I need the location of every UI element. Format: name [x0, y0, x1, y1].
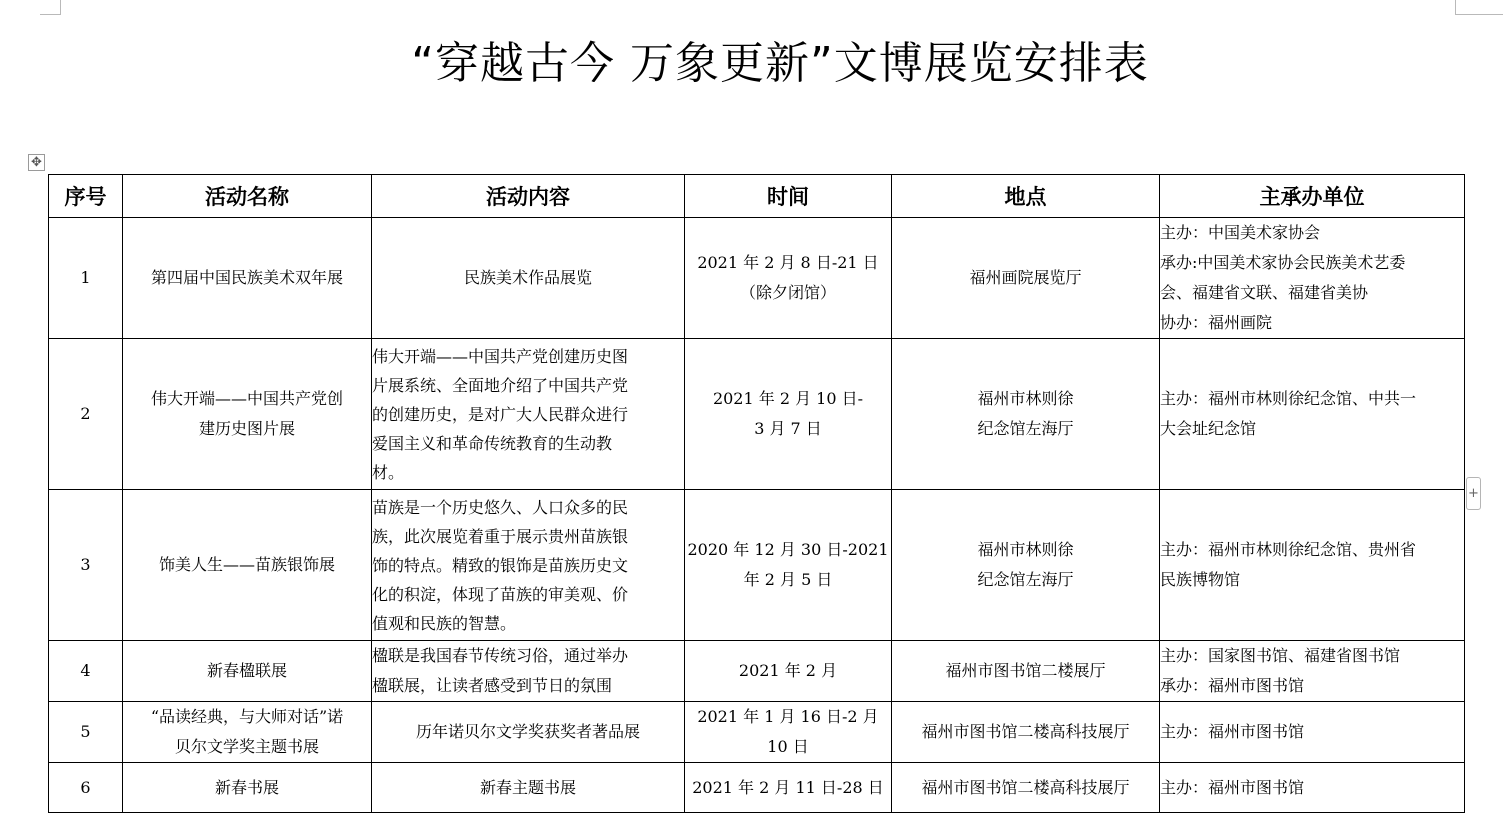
- cell-place-line: 福州市图书馆二楼高科技展厅: [921, 777, 1130, 797]
- cell-content-line: 新春主题书展: [479, 777, 576, 797]
- cell-time-line: 2021 年 2 月 8 日-21 日: [697, 253, 879, 272]
- table-row: [49, 763, 1465, 813]
- cell-content-line: 化的积淀，体现了苗族的审美观、价: [372, 584, 629, 604]
- table-row: [49, 702, 1465, 763]
- cell-time-line: 10 日: [767, 737, 809, 756]
- cell-organizer-line: 主办：福州市图书馆: [1160, 722, 1305, 741]
- cell-time-line: （除夕闭馆）: [739, 283, 836, 302]
- cell-name[interactable]: [123, 490, 372, 641]
- cell-name-line: 第四届中国民族美术双年展: [150, 268, 343, 287]
- cell-content-line: 历年诺贝尔文学奖获奖者著品展: [415, 722, 640, 741]
- crop-mark-top-left: [40, 0, 61, 15]
- cell-place[interactable]: [892, 702, 1160, 763]
- cell-time-line: 2021 年 2 月: [738, 661, 838, 680]
- cell-place[interactable]: [892, 339, 1160, 490]
- cell-organizer-line: 主办：福州市林则徐纪念馆、中共一: [1160, 389, 1417, 408]
- header-no: 序号: [49, 175, 123, 218]
- cell-place-line: 福州市林则徐: [977, 540, 1074, 559]
- cell-place[interactable]: [892, 641, 1160, 702]
- cell-name[interactable]: [123, 763, 372, 813]
- cell-organizer[interactable]: [1160, 702, 1465, 763]
- cell-no[interactable]: 3: [49, 490, 123, 641]
- add-row-icon[interactable]: +: [1466, 477, 1481, 510]
- cell-time-line: 2021 年 2 月 11 日-28 日: [692, 777, 884, 797]
- header-time: 时间: [685, 175, 892, 218]
- cell-name-line: 新春楹联展: [206, 661, 287, 680]
- cell-name-line: 建历史图片展: [198, 419, 295, 438]
- cell-content[interactable]: [372, 218, 685, 339]
- table-header-row: [49, 175, 1465, 218]
- cell-organizer-line: 民族博物馆: [1160, 570, 1241, 589]
- cell-place[interactable]: [892, 218, 1160, 339]
- cell-content-line: 的创建历史，是对广大人民群众进行: [372, 404, 629, 424]
- cell-organizer[interactable]: [1160, 641, 1465, 702]
- cell-content-line: 族，此次展览着重于展示贵州苗族银: [372, 526, 629, 546]
- cell-content-line: 值观和民族的智慧。: [372, 613, 517, 633]
- cell-time[interactable]: [685, 702, 892, 763]
- cell-organizer-line: 主办：福州市林则徐纪念馆、贵州省: [1160, 540, 1417, 559]
- crop-mark-top-right: [1455, 0, 1503, 15]
- cell-time[interactable]: [685, 339, 892, 490]
- cell-content-line: 爱国主义和革命传统教育的生动教: [372, 433, 613, 453]
- cell-content[interactable]: [372, 763, 685, 813]
- cell-place[interactable]: [892, 490, 1160, 641]
- cell-content[interactable]: [372, 641, 685, 702]
- cell-content-line: 楹联是我国春节传统习俗，通过举办: [372, 646, 629, 665]
- cell-content-line: 伟大开端——中国共产党创建历史图: [372, 346, 629, 366]
- cell-no[interactable]: 2: [49, 339, 123, 490]
- cell-time[interactable]: [685, 641, 892, 702]
- cell-organizer-line: 协办：福州画院: [1160, 313, 1273, 332]
- cell-organizer-line: 承办：福州市图书馆: [1160, 676, 1305, 695]
- cell-organizer[interactable]: [1160, 339, 1465, 490]
- cell-organizer-line: 主办：国家图书馆、福建省图书馆: [1160, 646, 1401, 665]
- cell-content[interactable]: [372, 339, 685, 490]
- header-content: 活动内容: [372, 175, 685, 218]
- cell-content-line: 苗族是一个历史悠久、人口众多的民: [372, 497, 629, 517]
- cell-organizer-line: 主办：福州市图书馆: [1160, 777, 1305, 797]
- cell-place-line: 福州市图书馆二楼展厅: [945, 661, 1106, 680]
- table-row: [49, 218, 1465, 339]
- cell-no[interactable]: 1: [49, 218, 123, 339]
- header-place: 地点: [892, 175, 1160, 218]
- table-row: [49, 641, 1465, 702]
- cell-time-line: 2021 年 2 月 10 日-: [712, 389, 864, 408]
- table-row: [49, 490, 1465, 641]
- cell-place[interactable]: [892, 763, 1160, 813]
- cell-time[interactable]: [685, 490, 892, 641]
- cell-place-line: 福州画院展览厅: [969, 268, 1082, 287]
- cell-organizer-line: 主办：中国美术家协会: [1160, 223, 1321, 242]
- cell-time-line: 2020 年 12 月 30 日-2021: [687, 540, 889, 559]
- cell-content[interactable]: [372, 702, 685, 763]
- cell-content-line: 饰的特点。精致的银饰是苗族历史文: [372, 555, 629, 575]
- cell-time-line: 年 2 月 5 日: [743, 570, 833, 589]
- header-name: 活动名称: [123, 175, 372, 218]
- cell-place-line: 纪念馆左海厅: [977, 570, 1074, 589]
- cell-content[interactable]: [372, 490, 685, 641]
- cell-name-line: “品读经典，与大师对话”诺: [150, 707, 344, 726]
- cell-place-line: 纪念馆左海厅: [977, 419, 1074, 438]
- cell-time[interactable]: [685, 218, 892, 339]
- cell-time-line: 3 月 7 日: [754, 419, 822, 438]
- cell-place-line: 福州市林则徐: [977, 389, 1074, 408]
- cell-name-line: 饰美人生——苗族银饰展: [158, 555, 335, 574]
- cell-no[interactable]: 6: [49, 763, 123, 813]
- cell-organizer-line: 承办:中国美术家协会民族美术艺委: [1160, 253, 1406, 272]
- cell-no[interactable]: 4: [49, 641, 123, 702]
- table-row: [49, 339, 1465, 490]
- cell-time[interactable]: [685, 763, 892, 813]
- header-organizer: 主承办单位: [1160, 175, 1465, 218]
- cell-name[interactable]: [123, 218, 372, 339]
- cell-name-line: 伟大开端——中国共产党创: [150, 389, 343, 408]
- cell-content-line: 楹联展，让读者感受到节日的氛围: [372, 676, 613, 695]
- cell-content-line: 民族美术作品展览: [463, 268, 592, 287]
- table-move-handle-icon[interactable]: ✥: [28, 154, 45, 171]
- cell-name[interactable]: [123, 641, 372, 702]
- cell-no[interactable]: 5: [49, 702, 123, 763]
- cell-place-line: 福州市图书馆二楼高科技展厅: [921, 722, 1130, 741]
- cell-organizer-line: 大会址纪念馆: [1160, 419, 1257, 438]
- cell-content-line: 材。: [372, 462, 405, 482]
- document-title: “穿越古今 万象更新”文博展览安排表: [411, 38, 1149, 89]
- cell-time-line: 2021 年 1 月 16 日-2 月: [697, 707, 879, 726]
- cell-name[interactable]: [123, 339, 372, 490]
- cell-organizer[interactable]: [1160, 218, 1465, 339]
- cell-name-line: 新春书展: [214, 777, 279, 797]
- cell-organizer[interactable]: [1160, 490, 1465, 641]
- exhibition-schedule-table: [48, 174, 1465, 813]
- cell-organizer-line: 会、福建省文联、福建省美协: [1160, 283, 1369, 302]
- cell-organizer[interactable]: [1160, 763, 1465, 813]
- cell-name-line: 贝尔文学奖主题书展: [174, 737, 319, 756]
- cell-name[interactable]: [123, 702, 372, 763]
- cell-content-line: 片展系统、全面地介绍了中国共产党: [372, 375, 629, 395]
